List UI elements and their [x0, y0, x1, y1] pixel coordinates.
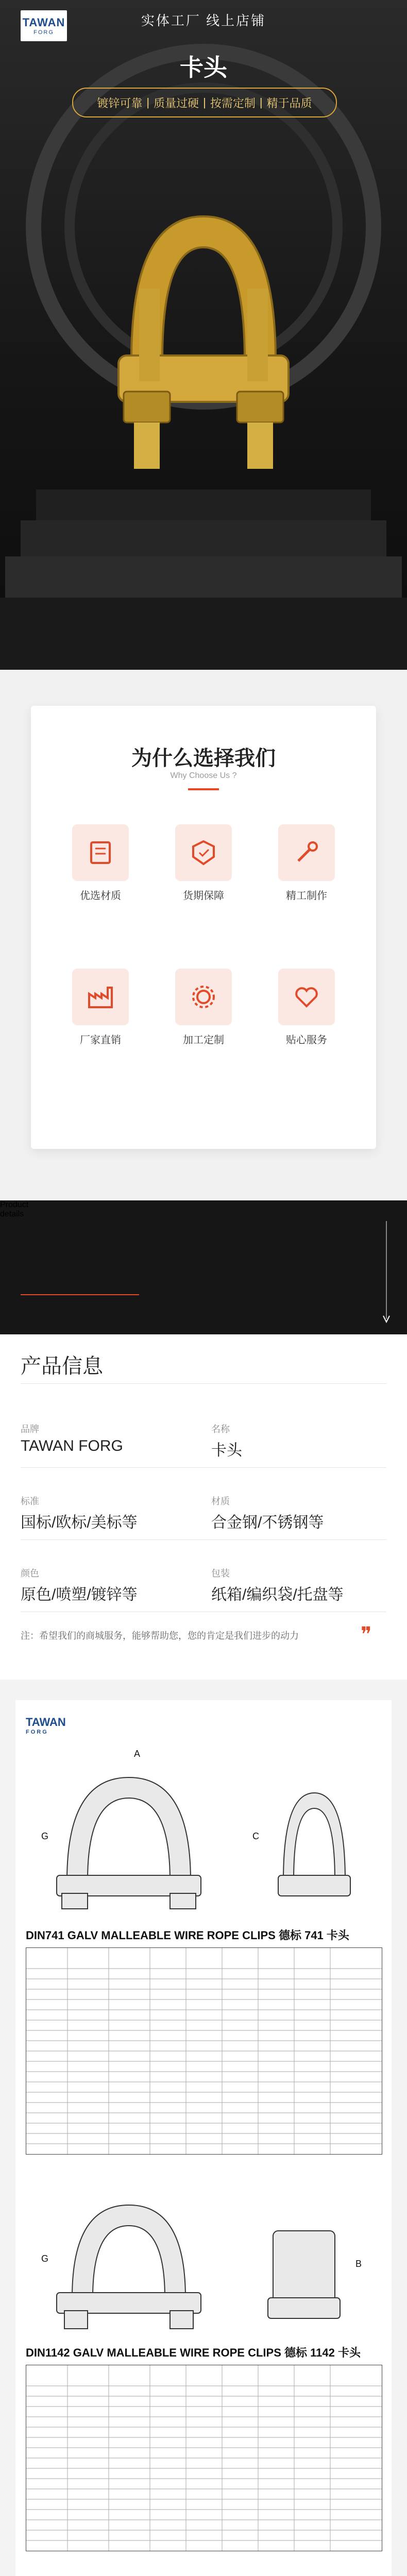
craft-icon — [278, 824, 335, 881]
spec-label: 材质 — [211, 1496, 230, 1506]
feature-label: 厂家直销 — [80, 1035, 121, 1046]
drawings-logo — [26, 1716, 66, 1735]
why-divider — [188, 788, 219, 790]
details-header-rule — [21, 1294, 139, 1295]
feature-delivery — [170, 824, 237, 902]
spec-divider — [21, 1467, 386, 1468]
details-title-en — [0, 1200, 407, 1334]
gear-icon — [175, 969, 232, 1025]
details-title-en-line1: Product — [0, 1200, 29, 1209]
dim-letter: C — [252, 1831, 259, 1841]
feature-material — [67, 824, 134, 902]
feature-service — [273, 969, 340, 1046]
feature-label: 贴心服务 — [286, 1035, 327, 1046]
delivery-icon — [175, 824, 232, 881]
factory-icon — [72, 969, 129, 1025]
badge-1: 镀锌可靠 — [97, 96, 143, 110]
details-title-en-line2: details — [0, 1210, 24, 1218]
why-title: 为什么选择我们 — [131, 747, 276, 770]
spec-divider — [21, 1539, 386, 1540]
dim-letter: G — [41, 1831, 49, 1841]
hero-title: 卡头 — [180, 54, 227, 81]
material-icon — [72, 824, 129, 881]
badge-3: 按需定制 — [210, 96, 256, 110]
why-subtitle: Why Choose Us ? — [170, 771, 237, 780]
dim-letter: G — [41, 2253, 49, 2264]
feature-label: 优选材质 — [80, 890, 121, 902]
details-note: 注：希望我们的商城服务，能够帮助您，您的肯定是我们进步的动力 — [21, 1631, 299, 1641]
feature-craft — [273, 824, 340, 902]
hero-tagline — [0, 10, 407, 29]
wire-rope-clip-image — [118, 216, 289, 469]
hero-badges: 镀锌可靠 | 质量过硬 | 按需定制 | 精于品质 — [72, 88, 337, 117]
logo-subtext: FORG — [26, 1729, 48, 1735]
feature-custom — [170, 969, 237, 1046]
din1142-drawing — [26, 2174, 381, 2339]
logo-subtext: FORG — [33, 29, 54, 36]
dim-letter: B — [355, 2259, 362, 2269]
dim-letter: A — [134, 1749, 141, 1759]
feature-factory — [67, 969, 134, 1046]
heart-service-icon — [278, 969, 335, 1025]
spec-value: 原色/喷塑/镀锌等 — [21, 1586, 138, 1603]
spec-label: 颜色 — [21, 1568, 39, 1579]
g450-drawing — [26, 2571, 381, 2576]
badge-2: 质量过硬 — [154, 96, 199, 110]
din741-caption: DIN741 GALV MALLEABLE WIRE ROPE CLIPS 德标 741 卡头 — [26, 1929, 349, 1942]
logo-text: TAWAN — [26, 1716, 66, 1728]
spec-value: 纸箱/编织袋/托盘等 — [211, 1586, 344, 1603]
logo-text: TAWAN — [22, 16, 65, 29]
details-title-cn: 产品信息 — [21, 1355, 103, 1378]
arrow-deco-icon — [381, 1221, 392, 1324]
spec-label: 品牌 — [21, 1424, 39, 1434]
badge-4: 精于品质 — [266, 96, 312, 110]
din741-drawing — [26, 1747, 381, 1922]
spec-label: 名称 — [211, 1424, 230, 1434]
feature-label: 货期保障 — [183, 890, 224, 902]
din1142-caption: DIN1142 GALV MALLEABLE WIRE ROPE CLIPS 德标 1142 卡头 — [26, 2346, 361, 2359]
spec-value: 卡头 — [211, 1442, 242, 1459]
spec-label: 包装 — [211, 1568, 230, 1579]
spec-value: TAWAN FORG — [21, 1437, 123, 1454]
din741-table — [26, 1947, 382, 2155]
details-title-rule — [21, 1383, 386, 1384]
spec-label: 标准 — [21, 1496, 39, 1506]
spec-value: 国标/欧标/美标等 — [21, 1514, 138, 1531]
feature-label: 加工定制 — [183, 1035, 224, 1046]
tagline-text: 实体工厂 线上店铺 — [141, 13, 266, 28]
spec-value: 合金钢/不锈钢等 — [211, 1514, 324, 1531]
quote-icon: ❞ — [361, 1623, 372, 1646]
feature-label: 精工制作 — [286, 890, 327, 902]
din1142-table — [26, 2365, 382, 2551]
